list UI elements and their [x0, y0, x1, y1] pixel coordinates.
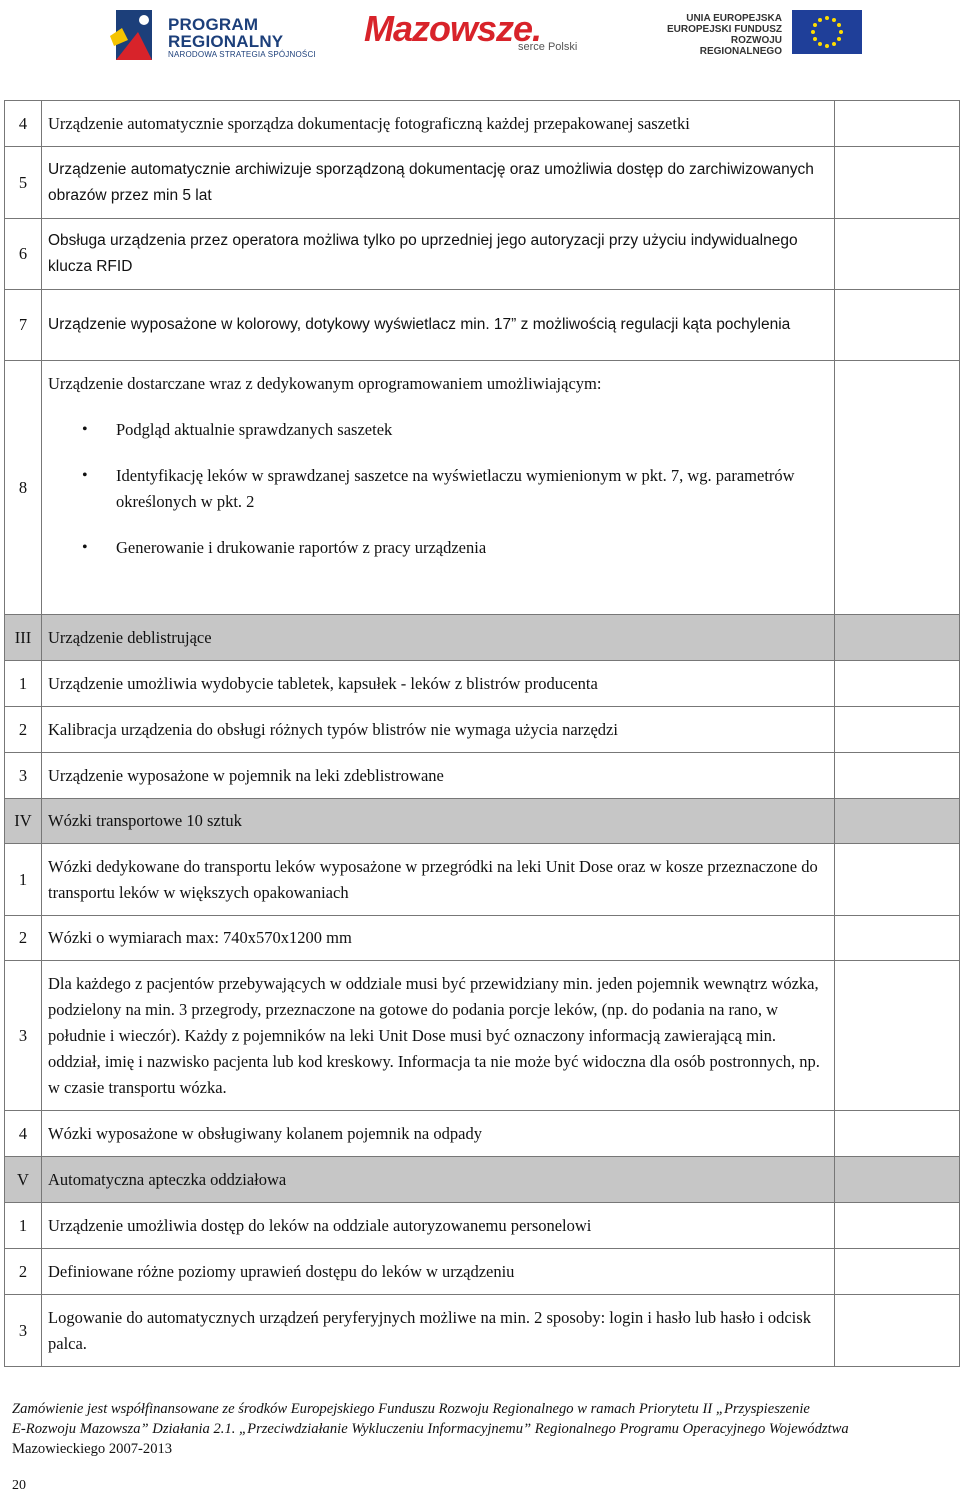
row-description: Wózki dedykowane do transportu leków wyposażone w przegródki na leki Unit Dose oraz w kosze przeznaczone do transportu leków w większych opakowaniach: [42, 844, 835, 916]
table-row: [5, 661, 960, 707]
table-row: [5, 1295, 960, 1367]
row-response-cell: [835, 147, 960, 219]
program-subtitle: NARODOWA STRATEGIA SPÓJNOŚCI: [168, 50, 316, 59]
eu-line2: EUROPEJSKI FUNDUSZ: [666, 24, 782, 35]
row-response-cell: [835, 753, 960, 799]
row-response-cell: [835, 799, 960, 844]
row-intro: Urządzenie dostarczane wraz z dedykowanym oprogramowaniem umożliwiającym:: [48, 374, 602, 393]
row-description: Wózki wyposażone w obsługiwany kolanem pojemnik na odpady: [42, 1111, 835, 1157]
footer-line1: Zamówienie jest współfinansowane ze środków Europejskiego Funduszu Rozwoju Regionalnego w ramach Priorytetu II „Przyspieszenie: [12, 1401, 810, 1417]
table-row: [5, 753, 960, 799]
section-header-row: [5, 1157, 960, 1203]
table-row: [5, 147, 960, 219]
specification-table: [4, 100, 960, 1367]
row-response-cell: [835, 1295, 960, 1367]
table-row: [5, 1203, 960, 1249]
table-row: [5, 290, 960, 361]
row-number: 7: [5, 290, 42, 361]
row-response-cell: [835, 1157, 960, 1203]
row-number: 8: [5, 361, 42, 615]
row-number: 2: [5, 707, 42, 753]
eu-line3: ROZWOJU REGIONALNEGO: [699, 35, 782, 57]
mazowsze-tagline: serce Polski: [518, 41, 578, 53]
list-item: • Generowanie i drukowanie raportów z pracy urządzenia: [116, 515, 828, 561]
row-response-cell: [835, 361, 960, 615]
row-number: 2: [5, 916, 42, 961]
row-response-cell: [835, 1203, 960, 1249]
table-row: [5, 961, 960, 1111]
mazowsze-logo: [364, 8, 604, 58]
row-number: 1: [5, 844, 42, 916]
row-response-cell: [835, 661, 960, 707]
program-title-line1: PROGRAM: [168, 15, 259, 34]
footer-line2: E-Rozwoju Mazowsza” Działania 2.1. „Przeciwdziałanie Wykluczeniu Informacyjnemu” Regionalnego Programu Operacyjnego Województwa: [12, 1421, 849, 1437]
row-response-cell: [835, 916, 960, 961]
table-row: [5, 1111, 960, 1157]
row-description: Logowanie do automatycznych urządzeń peryferyjnych możliwe na min. 2 sposoby: login i hasło lub hasło i odcisk palca.: [42, 1295, 835, 1367]
row-response-cell: [835, 1249, 960, 1295]
eu-flag-icon: [792, 10, 862, 54]
row-description: Urządzenie automatycznie archiwizuje sporządzoną dokumentację oraz umożliwia dostęp do zarchiwizowanych obrazów przez min 5 lat: [42, 147, 835, 219]
section-title: Automatyczna apteczka oddziałowa: [42, 1157, 835, 1203]
row-response-cell: [835, 615, 960, 661]
feature-list: [48, 397, 828, 561]
row-description: Dla każdego z pacjentów przebywających w oddziale musi być przewidziany min. jeden pojemnik wewnątrz wózka, podzielony na min. 3 przegrody, przeznaczone na gotowe do podania porcje leków, (np. do podania na rano, w południe i wieczór). Każdy z pojemników na leki Unit Dose musi być oznaczony informacją zawierającą min. oddział, imię i nazwisko pacjenta lub kod kreskowy. Informacja ta nie może być widoczna dla osób postronnych, np. w czasie transportu wózka.: [42, 961, 835, 1111]
section-number: IV: [5, 799, 42, 844]
row-number: 5: [5, 147, 42, 219]
row-description: Definiowane różne poziomy uprawień dostępu do leków w urządzeniu: [42, 1249, 835, 1295]
table-row: [5, 844, 960, 916]
row-response-cell: [835, 961, 960, 1111]
table-row: [5, 219, 960, 290]
table-row: [5, 707, 960, 753]
row-response-cell: [835, 219, 960, 290]
table-row: [5, 361, 960, 615]
cofinancing-footer: [12, 1399, 932, 1459]
program-title-line2: REGIONALNY: [168, 32, 284, 51]
section-number: V: [5, 1157, 42, 1203]
table-row: [5, 916, 960, 961]
table-row: [5, 101, 960, 147]
row-number: 6: [5, 219, 42, 290]
row-description: Urządzenie umożliwia wydobycie tabletek, kapsułek - leków z blistrów producenta: [42, 661, 835, 707]
page-number: 20: [12, 1478, 26, 1493]
program-regionalny-logo: [108, 6, 338, 64]
row-response-cell: [835, 290, 960, 361]
footer-line3: Mazowieckiego 2007-2013: [12, 1441, 173, 1457]
row-description: Urządzenie wyposażone w kolorowy, dotykowy wyświetlacz min. 17” z możliwością regulacji kąta pochylenia: [42, 290, 835, 361]
section-title: Wózki transportowe 10 sztuk: [42, 799, 835, 844]
row-number: 3: [5, 961, 42, 1111]
row-number: 1: [5, 1203, 42, 1249]
row-description: Obsługa urządzenia przez operatora możliwa tylko po uprzedniej jego autoryzacji przy użyciu indywidualnego klucza RFID: [42, 219, 835, 290]
list-item: • Podgląd aktualnie sprawdzanych saszetek: [116, 397, 828, 443]
row-response-cell: [835, 844, 960, 916]
program-regionalny-emblem-icon: [108, 6, 160, 64]
row-response-cell: [835, 707, 960, 753]
row-number: 4: [5, 101, 42, 147]
row-response-cell: [835, 1111, 960, 1157]
row-response-cell: [835, 101, 960, 147]
eu-line1: UNIA EUROPEJSKA: [686, 13, 782, 24]
row-number: 3: [5, 1295, 42, 1367]
row-number: 1: [5, 661, 42, 707]
row-description: Wózki o wymiarach max: 740x570x1200 mm: [42, 916, 835, 961]
row-description: Urządzenie automatycznie sporządza dokumentację fotograficzną każdej przepakowanej saszetki: [42, 101, 835, 147]
row-description: Urządzenie umożliwia dostęp do leków na oddziale autoryzowanemu personelowi: [42, 1203, 835, 1249]
table-row: [5, 1249, 960, 1295]
row-number: 4: [5, 1111, 42, 1157]
list-item: • Identyfikację leków w sprawdzanej saszetce na wyświetlaczu wymienionym w pkt. 7, wg. parametrów określonych w pkt. 2: [116, 443, 828, 515]
row-number: 2: [5, 1249, 42, 1295]
row-description: Kalibracja urządzenia do obsługi różnych typów blistrów nie wymaga użycia narzędzi: [42, 707, 835, 753]
section-title: Urządzenie deblistrujące: [42, 615, 835, 661]
row-description: Urządzenie wyposażone w pojemnik na leki zdeblistrowane: [42, 753, 835, 799]
section-number: III: [5, 615, 42, 661]
section-header-row: [5, 615, 960, 661]
row-description: [42, 361, 835, 615]
eu-fund-logo: [650, 10, 872, 57]
mazowsze-wordmark: Mazowsze.: [364, 8, 542, 49]
row-number: 3: [5, 753, 42, 799]
page-header: [0, 0, 960, 70]
section-header-row: [5, 799, 960, 844]
